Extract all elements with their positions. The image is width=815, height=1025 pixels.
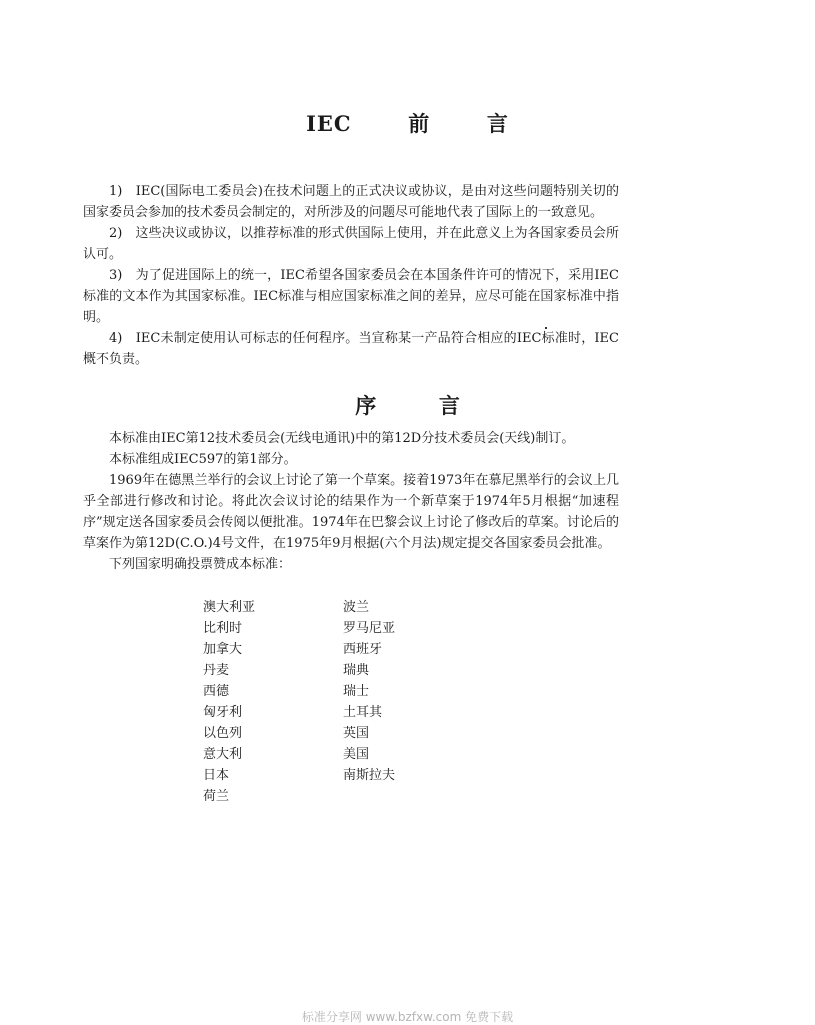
country-item: 比利时 — [203, 621, 243, 636]
preface-paragraph-2: 本标准组成IEC597的第1部分。 — [109, 452, 297, 467]
foreword-paragraph-3: 3) 为了促进国际上的统一，IEC希望各国家委员会在本国条件许可的情况下，采用IEC标准的文本作为其国家标准。IEC标准与相应国家标准之间的差异，应尽可能在国家标准中指明。 — [83, 268, 619, 325]
country-item: 罗马尼亚 — [343, 621, 396, 636]
preface-paragraph-4: 下列国家明确投票赞成本标准： — [109, 557, 292, 572]
preface-title — [0, 390, 815, 420]
country-item: 以色列 — [203, 726, 243, 741]
preface-title-char2: 言 — [438, 393, 460, 418]
country-item: 加拿大 — [203, 642, 243, 657]
country-item: 瑞士 — [343, 684, 370, 699]
country-item: 西德 — [203, 684, 230, 699]
foreword-title-iec: IEC — [306, 111, 352, 136]
foreword-title — [0, 108, 815, 138]
country-item: 南斯拉夫 — [343, 768, 396, 783]
country-item: 荷兰 — [203, 789, 230, 804]
foreword-body — [83, 181, 619, 370]
scan-speck — [545, 327, 547, 329]
watermark-text: 标准分享网 www.bzfxw.com 免费下载 — [301, 1010, 514, 1024]
country-column-left — [203, 597, 255, 807]
country-column-right — [343, 597, 395, 786]
foreword-paragraph-4: 4) IEC未制定使用认可标志的任何程序。当宣称某一产品符合相应的IEC标准时，IEC概不负责。 — [83, 331, 619, 367]
country-item: 土耳其 — [343, 705, 383, 720]
country-item: 瑞典 — [343, 663, 370, 678]
country-item: 丹麦 — [203, 663, 230, 678]
country-item: 波兰 — [343, 600, 370, 615]
country-item: 澳大利亚 — [203, 600, 256, 615]
foreword-paragraph-1: 1) IEC(国际电工委员会)在技术问题上的正式决议或协议，是由对这些问题特别关切的国家委员会参加的技术委员会制定的，对所涉及的问题尽可能地代表了国际上的一致意见。 — [83, 184, 619, 220]
foreword-title-char2: 言 — [486, 111, 509, 136]
country-item: 意大利 — [203, 747, 243, 762]
preface-paragraph-3: 1969年在德黑兰举行的会议上讨论了第一个草案。接着1973年在慕尼黑举行的会议上几乎全部进行修改和讨论。将此次会议讨论的结果作为一个新草案于1974年5月根据“加速程序”规定送各国家委员会传阅以便批准。1974年在巴黎会议上讨论了修改后的草案。讨论后的草案作为第12D(C.O.)4号文件，在1975年9月根据(六个月法)规定提交各国家委员会批准。 — [83, 473, 619, 551]
foreword-paragraph-2: 2) 这些决议或协议，以推荐标准的形式供国际上使用，并在此意义上为各国家委员会所认可。 — [83, 226, 619, 262]
country-item: 日本 — [203, 768, 230, 783]
preface-title-char1: 序 — [355, 393, 377, 418]
preface-paragraph-1: 本标准由IEC第12技术委员会(无线电通讯)中的第12D分技术委员会(天线)制订。 — [109, 431, 575, 446]
country-item: 英国 — [343, 726, 370, 741]
country-item: 匈牙利 — [203, 705, 243, 720]
preface-body — [83, 428, 619, 575]
country-item: 西班牙 — [343, 642, 383, 657]
foreword-title-char1: 前 — [408, 111, 431, 136]
country-item: 美国 — [343, 747, 370, 762]
